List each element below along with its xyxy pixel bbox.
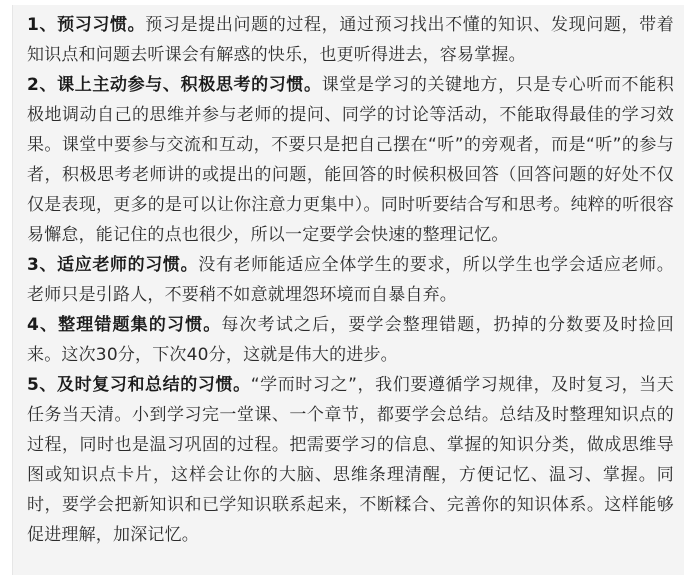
habit-heading: 3、适应老师的习惯。: [27, 255, 199, 275]
habit-text: 没有老师能适应全体学生的要求，所以学生也学会适应老师。老师只是引路人，不要稍不如意就埋怨环境而自暴自弃。: [27, 255, 674, 305]
habit-text: 每次考试之后，要学会整理错题，扔掉的分数要及时捡回来。这次30分，下次40分，这就是伟大的进步。: [27, 315, 674, 365]
habit-item-class-participation: [27, 70, 674, 250]
article-body: [12, 5, 684, 575]
habit-heading: 4、整理错题集的习惯。: [27, 315, 222, 335]
habit-text: 预习是提出问题的过程，通过预习找出不懂的知识、发现问题，带着知识点和问题去听课会有解惑的快乐，也更听得进去，容易掌握。: [27, 15, 674, 65]
habit-item-review-summary: [27, 370, 674, 550]
habit-item-adapt-teacher: [27, 250, 674, 310]
habit-heading: 2、课上主动参与、积极思考的习惯。: [27, 75, 322, 95]
habit-item-preview: [27, 10, 674, 70]
habit-text: 课堂是学习的关键地方，只是专心听而不能积极地调动自己的思维并参与老师的提问、同学的讨论等活动，不能取得最佳的学习效果。课堂中要参与交流和互动，不要只是把自己摆在“听”的旁观者，而是“听”的参与者，积极思考老师讲的或提出的问题，能回答的时候积极回答（回答问题的好处不仅仅是表现，更多的是可以让你注意力更集中）。同时听要结合写和思考。纯粹的听很容易懈怠，能记住的点也很少，所以一定要学会快速的整理记忆。: [27, 75, 675, 245]
habit-heading: 1、预习习惯。: [27, 15, 146, 35]
habit-item-error-notebook: [27, 310, 674, 370]
habit-text: “学而时习之”，我们要遵循学习规律，及时复习，当天任务当天清。小到学习完一堂课、一个章节，都要学会总结。总结及时整理知识点的过程，同时也是温习巩固的过程。把需要学习的信息、掌握的知识分类，做成思维导图或知识点卡片，这样会让你的大脑、思维条理清醒，方便记忆、温习、掌握。同时，要学会把新知识和已学知识联系起来，不断糅合、完善你的知识体系。这样能够促进理解，加深记忆。: [27, 375, 674, 545]
habit-heading: 5、及时复习和总结的习惯。: [27, 375, 251, 395]
